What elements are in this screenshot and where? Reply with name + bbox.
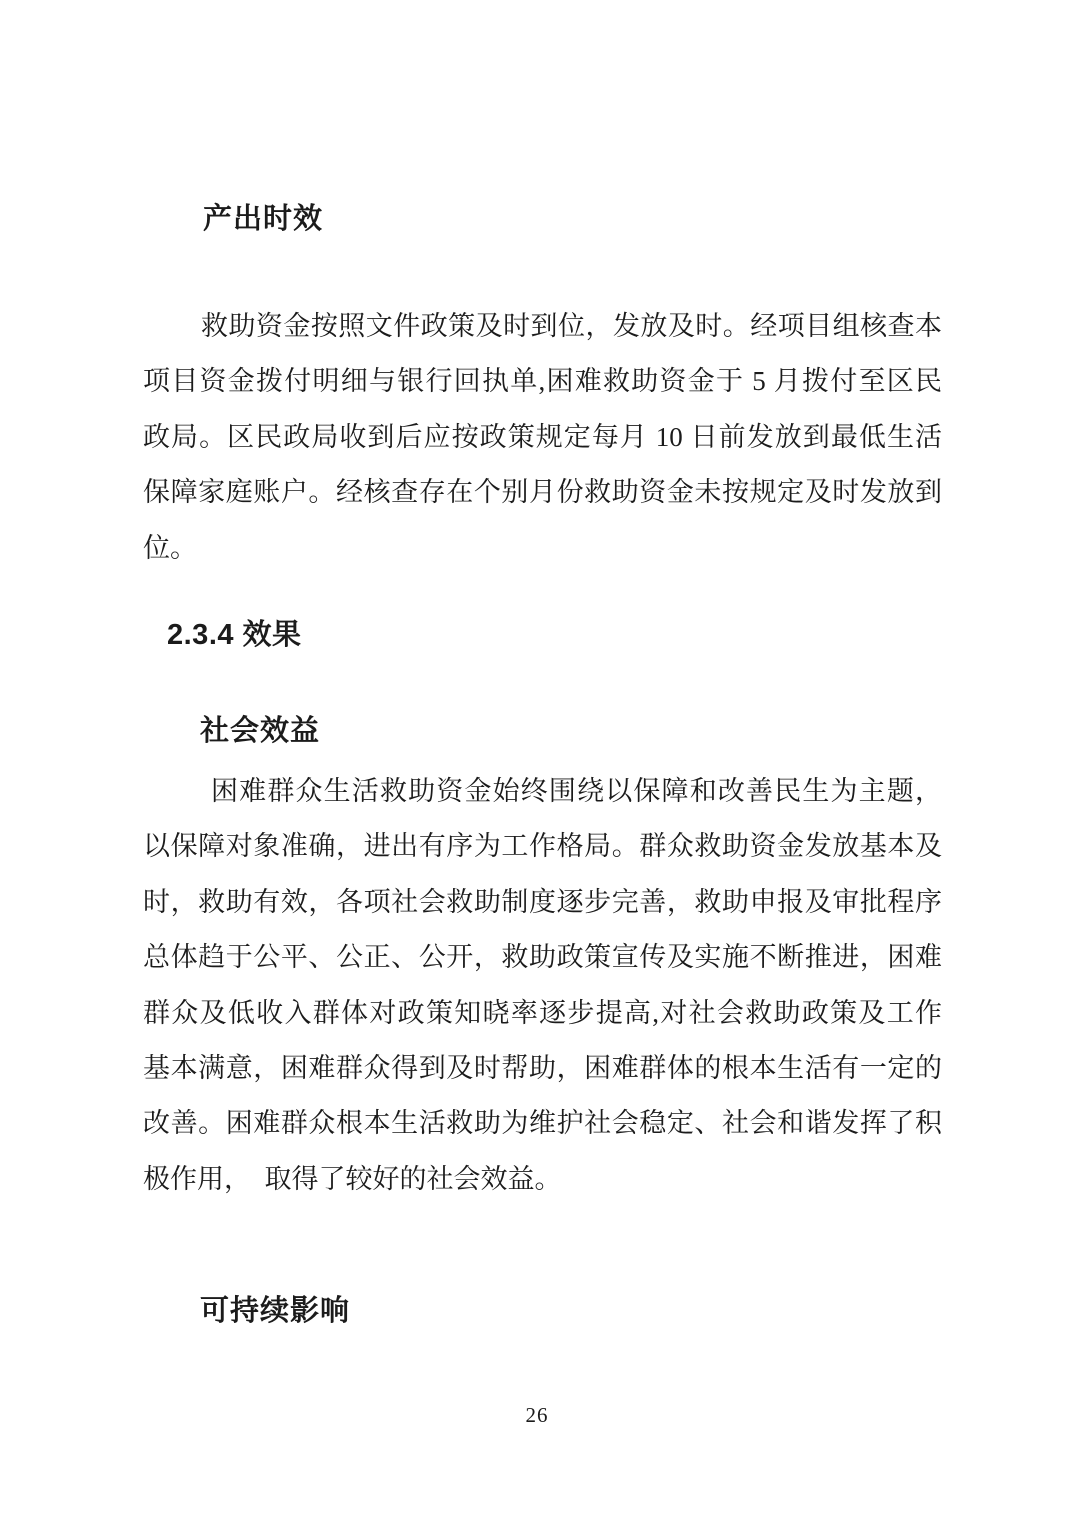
text-line: 改善。困难群众根本生活救助为维护社会稳定、社会和谐发挥了积 bbox=[143, 1108, 942, 1139]
text-line: 困难群众生活救助资金始终围绕以保障和改善民生为主题， bbox=[211, 776, 942, 806]
text-line: 政局。区民政局收到后应按政策规定每月 10 日前发放到最低生活 bbox=[143, 421, 942, 452]
paragraph-social-benefit bbox=[143, 764, 942, 1207]
heading-section-2-3-4-effect: 2.3.4 效果 bbox=[167, 619, 302, 651]
heading-sustainable-impact: 可持续影响 bbox=[200, 1295, 351, 1327]
text-line: 群众及低收入群体对政策知晓率逐步提高,对社会救助政策及工作 bbox=[143, 997, 942, 1028]
page-number: 26 bbox=[525, 1403, 549, 1427]
text-line: 总体趋于公平、公正、公开，救助政策宣传及实施不断推进，困难 bbox=[143, 942, 942, 973]
text-line: 位。 bbox=[143, 532, 197, 563]
text-line: 以保障对象准确，进出有序为工作格局。群众救助资金发放基本及 bbox=[143, 831, 942, 862]
text-line: 项目资金拨付明细与银行回执单,困难救助资金于 5 月拨付至区民 bbox=[143, 366, 942, 397]
text-line: 极作用， 取得了较好的社会效益。 bbox=[143, 1163, 562, 1194]
heading-output-timeliness: 产出时效 bbox=[203, 203, 324, 235]
text-line: 救助资金按照文件政策及时到位，发放及时。经项目组核查本 bbox=[201, 311, 942, 341]
heading-social-benefit: 社会效益 bbox=[200, 715, 321, 747]
text-line: 时，救助有效，各项社会救助制度逐步完善，救助申报及审批程序 bbox=[143, 886, 942, 917]
paragraph-output-timeliness bbox=[143, 299, 942, 576]
text-line: 保障家庭账户。经核查存在个别月份救助资金未按规定及时发放到 bbox=[143, 477, 942, 508]
text-line: 基本满意，困难群众得到及时帮助，困难群体的根本生活有一定的 bbox=[143, 1052, 942, 1083]
